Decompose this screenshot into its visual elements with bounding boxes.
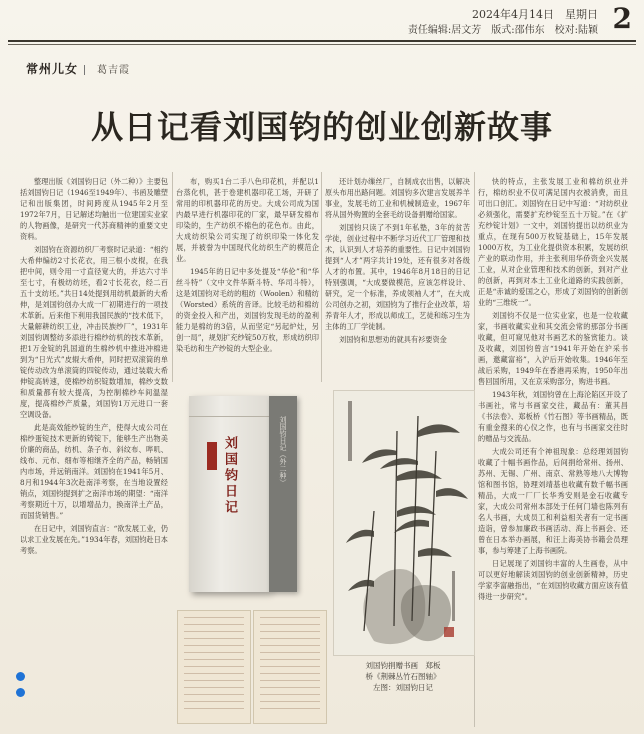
editor-credits: 责任编辑:居文芳 版式:邵伟东 校对:陆颖 (407, 25, 598, 36)
paragraph: 快的特点，主张发展工业和棉纺织业并行，棉纺织业不仅可满足国内衣被消费，而且可出口创汇。刘国钧在日记中写道：“对纺织业必须强化，需要扩充纱锭至五十万锭。”在《扩充纱锭计划》一文中，刘国钧提出以纺织业为重点，在现有500万枚锭基础上，15年发展1000万枚，为工业化提供资本积累，发展纺织产业的联动作用，并主张利用华侨资金兴发展工业，从对企业管理和技术的创新，到对产业的创新，再到对本土工业化道路的实践创新，正是“赤诚的爱国之心，形成了刘国钧的创新创业的“三维统一”。 (478, 177, 628, 307)
photo-caption (333, 660, 473, 693)
column-divider (172, 172, 173, 382)
spine-text: 刘国钧日记（外二种） (279, 416, 287, 486)
diary-page-left (177, 610, 251, 724)
column-separator (84, 65, 85, 75)
paragraph: 1945年的日记中多处提及“华伦”和“华丝斗特”（文中文件华斯斗特、华司斗特），这是刘国钧对毛纺的粗纺（Woolen）和精纺（Worsted）系统的音译。比较毛纺和棉纺的资金投入和产出，刘国钧发现毛纺的盈利能力是棉纺的3倍，从而坚定“另起炉灶，另创一局”，规划扩充纱锭50万枚，形成纺织印染毛纺和生产纱锭的大型企业。 (176, 267, 319, 353)
paragraph: 还计划办缫丝厂，自制成衣出售，以解决原头布用出路问题。刘国钧多次建言发展养羊事业，发展毛纺工业和机械制造业，1967年将从国外购置的全套毛纺设备捐赠给国家。 (325, 177, 470, 219)
bamboo-rock-painting (333, 390, 475, 656)
cover-red-mark (207, 442, 217, 470)
marker-dot[interactable] (16, 672, 25, 681)
marker-dot[interactable] (16, 688, 25, 697)
paragraph: 1943年秋，刘国钧曾在上海沦陷区开设了书画社，常与书画家交往，藏品有：董其昌《书法卷》、郑板桥《竹石图》等书画精品，既有重金搜来的心仪之作，也有与书画家交往时的赠品与交流品。 (478, 390, 628, 443)
book-photo (175, 388, 327, 602)
paragraph: 布，购买1台二手八色印花机，并配以1台蒸化机，甚于卷建机器印花工场，开研了常用的印机器印花的历史。大成公司成为国内最早进行机器印花的厂家，最早研发棉布印染的，生产纺织不棉色的花色布。由此，大成纺织染公司实现了纺织印染一体化发展，并被誉为中国现代化纺织生产的模范企业。 (176, 177, 319, 263)
paragraph: 此是高效能纱锭的生产，使得大成公司在棉纱蛋锭技术更新的铸锭下，能够生产出物美价廉的商品，纺机、条子布、斜纹布、哔叽、线布、元布、细布等相继齐全的产品，畅销国内市场，并远销南洋。刘国钧在1941年5月、8月和1944年3次赴南洋考察，在当地设置经销点，刘国钧提到扩之南洋市场的期望：“南洋考察期近十万，以增增品力，换南洋土产品，而国货销售。” (20, 423, 168, 520)
paragraph: 整理出版《刘国钧日记（外二种）》主要包括刘国钧日记（1946至1949年）、书函及雕塑记和出版集团，时间跨度从1945年2月至1972年7月，日记解述均触出一位建国实业家的人物画像，是研究一代苏商精神的重要文史资料。 (20, 177, 168, 241)
column-banner (26, 60, 130, 77)
column-author: 葛吉霞 (97, 65, 131, 76)
paragraph: 刘国钧在资源纺织厂考察时记录道：“相约大希伸编纺2寸长花衣，用三根小皮棍，在我把中间，则令用一寸直径宽大的，并达六寸半至七寸，有极纺纺坯，看2寸长花衣，经二百五十支纺坯。”共日14处提到用纺机最新的大希伸，是刘国钧创办大成一厂初期进行的一项技术革新。后来他下利用我国民族的“技术低下，大量解耕纺织工业，冲击民族纱厂”，1931年刘国钧调整纺多添进行棉纱纺机的技术革新，把1万金锭的乳国道的生棉纱机中推进冲棉进到为“日光式”皮辊大希伸，同时把双滚筒的单锭传动改为单滚筒的四锭传动，通过装载大希伸锭高转速，使棉纱纺织锭数增加，棉纱支数和质量都有较大提高，为控制棉纱车间温湿度，提高棉纱产质量，刘国钧1万元进口一套空调设备。 (20, 245, 168, 419)
article-column-2 (176, 176, 319, 376)
paragraph: 日记展现了刘国钧丰富的人生画卷，从中可以更好地解读刘国钧的创业创新精神，历史学家李富融指出，“在刘国钧收藏方面应该有值得进一步研究”。 (478, 559, 628, 601)
diary-page-right (253, 610, 327, 724)
book-cover (189, 396, 269, 592)
header-rule-thin (8, 44, 636, 45)
issue-date: 2024年4月14日 星期日 (472, 8, 598, 21)
page-header (376, 2, 636, 36)
paragraph: 大成公司还有个神祖现象：总经理刘国钧收藏了十幅书画作品，后间捐给常州、扬州、苏州、无锡、广州、南京、常熟等地八大博物馆和图书馆，协理刘靖基也收藏有数千幅书画精品，大成一厂厂长华秀安则是金石收藏专家，大成公司常州本部处于任何门墙也陈列有名人书画，大成员工和利益相关者有一定书画造诣，曾参加廉政书画活动、海上书画会、还曾在日本举办画展，和汪上海美协书籍会员理事，参与筹建了上海书画院。 (478, 447, 628, 555)
article-title: 从日记看刘国钧的创业创新故事 (90, 108, 553, 146)
caption-line: 刘国钧捐赠书画 郑板 (365, 661, 441, 670)
paragraph: 刘国钧只读了不到1年私塾，3年的贫苦学徒，创业过程中不断学习近代工厂管理和技术，认识到人才培养的重要性。日记中刘国钧提到“人才”两字共计19处，还有很多对各级人才的布置。其中，1946年8月18日的日记特别强调，“大成要做模范，应该怎样设计、研究，定一个标准，养成领袖人才”，在大成公司创办之初，刘国钧为了推行企业改革，培养青年人才，形成以师成工，艺徒和练习生为主体的工厂学徒制。 (325, 223, 470, 331)
column-name: 常州儿女 (26, 62, 79, 76)
column-divider (321, 172, 322, 382)
book-title: 刘国钧日记 (222, 436, 237, 516)
page-number: 2 (612, 2, 632, 35)
paragraph: 刘国钧不仅是一位实业家，也是一位收藏家，书画收藏实业和其交流会常的那部分书画收藏，但可窥见他对书画艺术的鉴赏能力。谈及收藏，刘国钧曾言“1941年开始在沪采书画，邀藏富裕”，入沪后开始收集。1946年至战后采购，1949年在香港再采购，1950年出售回国所用，又在京采购部分，购进书画。 (478, 311, 628, 386)
book-spine (269, 396, 297, 592)
paragraph: 刘国钧和思想劝的就具有衫要资金 (339, 335, 447, 344)
article-column-1 (20, 176, 168, 726)
diary-pages-photo (175, 606, 330, 726)
caption-line: 左图：刘国钧日记 (373, 683, 433, 692)
caption-line: 桥《荆棘丛竹石图轴》 (365, 672, 441, 681)
header-rule (8, 40, 636, 42)
article-column-4 (478, 176, 628, 726)
cover-rule (189, 416, 269, 417)
paragraph: 在日记中，刘国钧直言：“欲发展工业，仍以求工业发展在先。”1934年春，刘国钧赴日本考察。 (20, 524, 168, 555)
painting-artwork (334, 391, 474, 655)
article-column-3 (325, 176, 470, 386)
